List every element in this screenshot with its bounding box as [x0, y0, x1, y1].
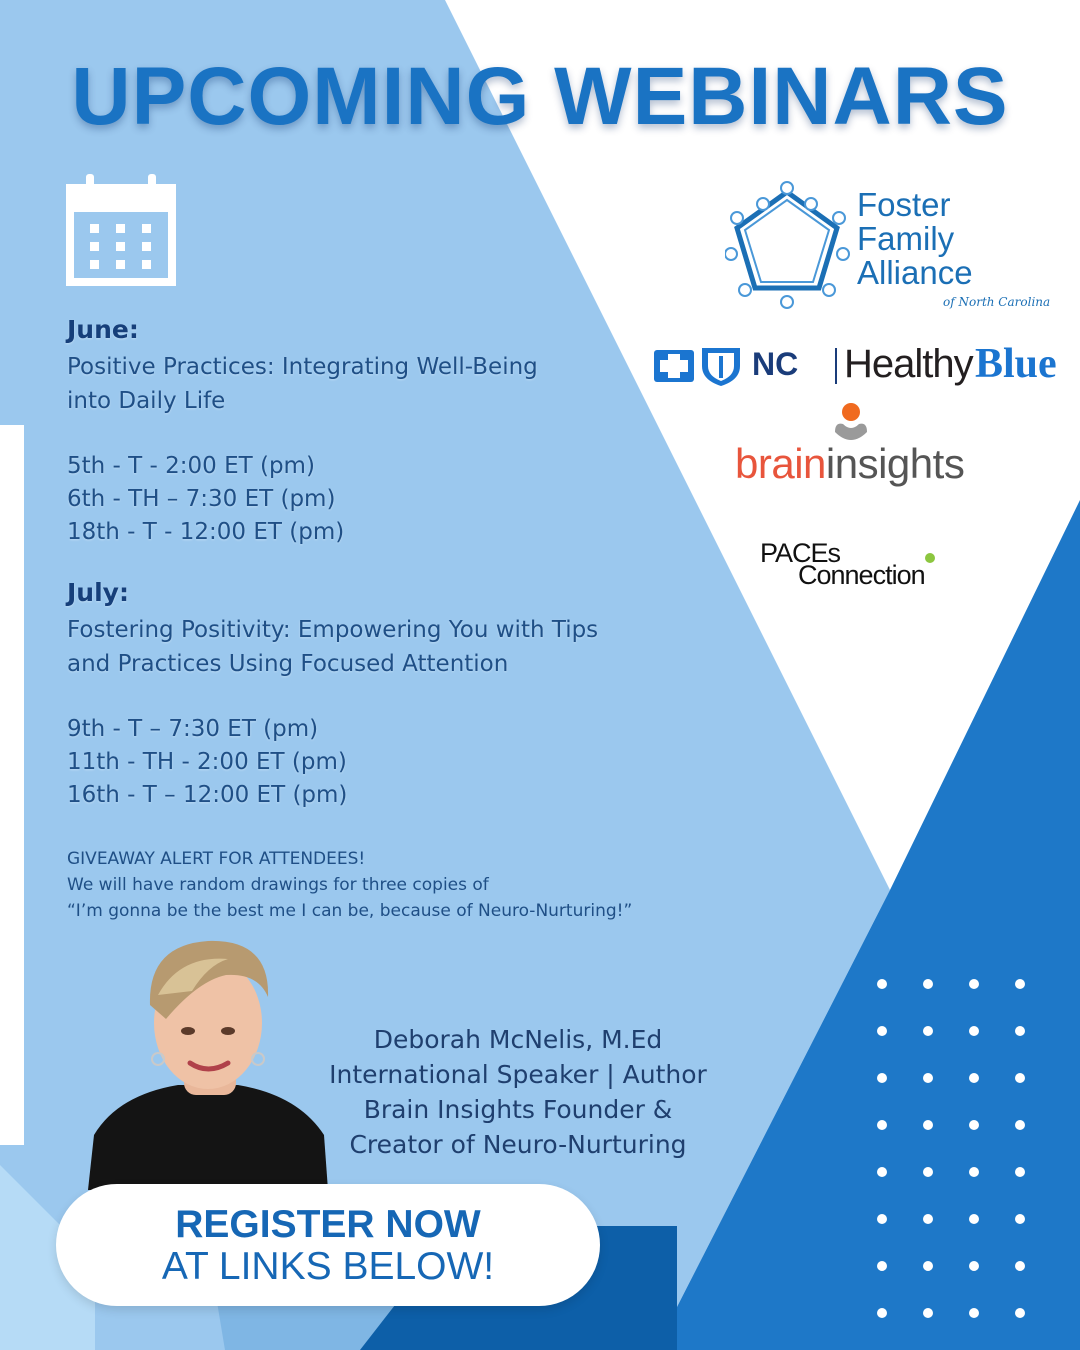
healthy-text: Healthy [844, 342, 973, 386]
decor-dot [969, 1073, 979, 1083]
july-title-line-1: Fostering Positivity: Empowering You with Tips [67, 617, 599, 643]
pentagon-logo-icon [725, 180, 850, 310]
brain-insights-logo [735, 412, 995, 502]
session-item: 18th - T - 12:00 ET (pm) [67, 519, 345, 545]
healthy-blue-logo [652, 340, 1080, 390]
speaker-info [318, 1022, 718, 1162]
connection-word: Connection [798, 560, 925, 590]
speaker-name: Deborah McNelis, M.Ed [373, 1025, 663, 1054]
decor-dot [1015, 1026, 1025, 1036]
paces-connection-logo [760, 538, 980, 598]
giveaway-notice [67, 846, 767, 924]
decor-dot [1015, 1214, 1025, 1224]
decor-dot [877, 1308, 887, 1318]
insights-word: insights [825, 440, 965, 487]
decor-dot [923, 979, 933, 989]
july-webinar-title [67, 613, 707, 681]
ffa-subtitle: of North Carolina [943, 295, 1051, 309]
session-item: 6th - TH – 7:30 ET (pm) [67, 486, 336, 512]
ffa-word: Alliance [857, 254, 973, 291]
decor-dot [969, 979, 979, 989]
july-title-line-2: and Practices Using Focused Attention [67, 651, 509, 677]
ffa-word: Family [857, 220, 955, 257]
register-button[interactable] [56, 1184, 600, 1306]
session-item: 5th - T - 2:00 ET (pm) [67, 453, 315, 479]
decor-dot [877, 1026, 887, 1036]
decor-dot [877, 1073, 887, 1083]
decor-dot [1015, 1308, 1025, 1318]
june-heading: June: [67, 315, 139, 344]
decor-dot [923, 1167, 933, 1177]
decor-dot [1015, 979, 1025, 989]
brain-insights-wordmark [735, 440, 964, 488]
blue-text: Blue [975, 341, 1057, 387]
decor-dot [877, 1261, 887, 1271]
july-heading: July: [67, 578, 129, 607]
session-item: 9th - T – 7:30 ET (pm) [67, 716, 319, 742]
register-sublabel: AT LINKS BELOW! [161, 1245, 495, 1288]
dot-grid-decoration [868, 972, 1068, 1332]
giveaway-book-title: “I’m gonna be the best me I can be, because of Neuro-Nurturing!” [67, 901, 633, 921]
giveaway-line: We will have random drawings for three copies of [67, 875, 489, 895]
decor-dot [1015, 1167, 1025, 1177]
foster-family-alliance-logo [725, 180, 1075, 315]
speaker-role: Brain Insights Founder & [363, 1095, 673, 1124]
decor-dot [969, 1261, 979, 1271]
decor-dot [969, 1308, 979, 1318]
decor-dot [923, 1308, 933, 1318]
decor-dot [923, 1120, 933, 1130]
decor-dot [1015, 1261, 1025, 1271]
decor-dot [923, 1261, 933, 1271]
bcbs-divider [835, 348, 837, 384]
session-item: 11th - TH - 2:00 ET (pm) [67, 749, 347, 775]
decor-dot [969, 1026, 979, 1036]
paces-dot-icon [924, 552, 936, 564]
speaker-portrait [88, 935, 328, 1190]
june-sessions [67, 450, 707, 549]
decor-dot [969, 1214, 979, 1224]
register-label: REGISTER NOW [175, 1203, 481, 1246]
speaker-role: Creator of Neuro-Nurturing [349, 1130, 687, 1159]
june-webinar-title [67, 350, 707, 418]
july-block [67, 577, 707, 812]
july-sessions [67, 713, 707, 812]
decor-dot [923, 1026, 933, 1036]
decor-dot [1015, 1120, 1025, 1130]
bcbs-cross-shield-icon [652, 344, 744, 388]
giveaway-heading: GIVEAWAY ALERT FOR ATTENDEES! [67, 849, 366, 869]
decor-dot [877, 979, 887, 989]
june-block [67, 314, 707, 549]
decor-dot [969, 1167, 979, 1177]
page-title: UPCOMING WEBINARS [71, 51, 1009, 142]
speaker-role: International Speaker | Author [329, 1060, 707, 1089]
decor-dot [923, 1214, 933, 1224]
session-item: 16th - T – 12:00 ET (pm) [67, 782, 348, 808]
decor-dot [1015, 1073, 1025, 1083]
june-title-line-1: Positive Practices: Integrating Well-Being [67, 354, 538, 380]
decor-dot [877, 1214, 887, 1224]
calendar-icon [66, 172, 176, 286]
decor-dot [923, 1073, 933, 1083]
ffa-wordmark [857, 188, 973, 290]
decor-dot [877, 1167, 887, 1177]
june-title-line-2: into Daily Life [67, 388, 226, 414]
brain-word: brain [735, 440, 826, 487]
decor-dot [877, 1120, 887, 1130]
ffa-word: Foster [857, 186, 951, 223]
bcbs-nc-text: NC [752, 346, 799, 382]
paces-word: PACEs [760, 538, 841, 568]
decor-dot [969, 1120, 979, 1130]
